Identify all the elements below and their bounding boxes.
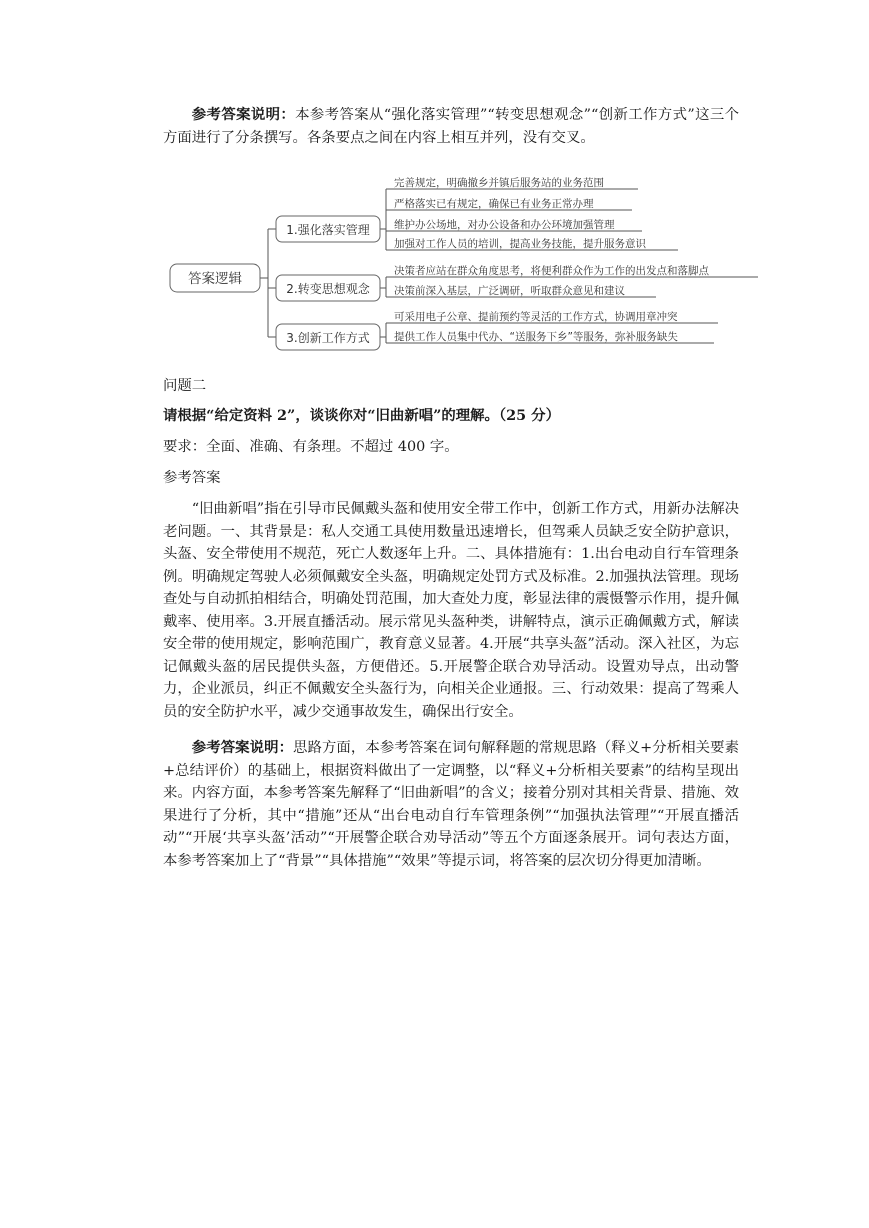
mindmap-leaf: 严格落实已有规定，确保已有业务正常办理 xyxy=(394,198,594,210)
mindmap-leaf: 决策前深入基层，广泛调研，听取群众意见和建议 xyxy=(394,285,625,297)
answer-explanation-label: 参考答案说明： xyxy=(191,739,294,756)
intro-note xyxy=(163,104,739,149)
mindmap-branch-2-label: 2.转变思想观念 xyxy=(286,282,370,296)
mindmap-root-label: 答案逻辑 xyxy=(188,271,242,287)
reference-answer: “旧曲新唱”指在引导市民佩戴头盔和使用安全带工作中，创新工作方式，用新办法解决老问题。一、其背景是：私人交通工具使用数量迅速增长，但驾乘人员缺乏安全防护意识，头盔、安全带使用不规范，死亡人数逐年上升。二、具体措施有：1.出台电动自行车管理条例。明确规定驾驶人必须佩戴安全头盔，明确规定处罚方式及标准。2.加强执法管理。现场查处与自动抓拍相结合，明确处罚范围，加大查处力度，彰显法律的震慑警示作用，提升佩戴率、使用率。3.开展直播活动。展示常见头盔种类，讲解特点，演示正确佩戴方式，解读安全带的使用规定，影响范围广，教育意义显著。4.开展“共享头盔”活动。深入社区，为忘记佩戴头盔的居民提供头盔，方便借还。5.开展警企联合劝导活动。设置劝导点，出动警力，企业派员，纠正不佩戴安全头盔行为，向相关企业通报。三、行动效果：提高了驾乘人员的安全防护水平，减少交通事故发生，确保出行安全。 xyxy=(163,501,739,720)
answer-explanation xyxy=(163,737,739,872)
intro-note-label: 参考答案说明： xyxy=(191,106,296,123)
mindmap-branch-3-label: 3.创新工作方式 xyxy=(286,331,370,345)
mindmap-leaf: 决策者应站在群众角度思考，将便利群众作为工作的出发点和落脚点 xyxy=(394,265,709,277)
intro-note-text: 本参考答案从“强化落实管理”“转变思想观念”“创新工作方式”这三个方面进行了分条撰写。各条要点之间在内容上相互并列，没有交叉。 xyxy=(163,107,739,146)
mindmap-branch-1-label: 1.强化落实管理 xyxy=(286,223,370,237)
mindmap-leaf: 维护办公场地，对办公设备和办公环境加强管理 xyxy=(394,219,615,231)
mindmap-leaf: 可采用电子公章、提前预约等灵活的工作方式，协调用章冲突 xyxy=(394,311,678,323)
mindmap-leaf: 提供工作人员集中代办、“送服务下乡”等服务，弥补服务缺失 xyxy=(394,331,678,343)
mindmap-leaf: 加强对工作人员的培训，提高业务技能，提升服务意识 xyxy=(394,238,646,250)
mindmap-leaf: 完善规定，明确撤乡并镇后服务站的业务范围 xyxy=(394,177,604,189)
answer-requirement: 要求：全面、准确、有条理。不超过 400 字。 xyxy=(163,439,459,455)
answer-heading: 参考答案 xyxy=(163,470,221,486)
question-prompt: 请根据“给定资料 2”，谈谈你对“旧曲新唱”的理解。（25 分） xyxy=(163,407,560,424)
question-heading: 问题二 xyxy=(163,378,207,394)
answer-logic-mindmap xyxy=(168,172,760,352)
answer-explanation-text: 思路方面，本参考答案在词句解释题的常规思路（释义+分析相关要素+总结评价）的基础上，根据资料做出了一定调整，以“释义+分析相关要素”的结构呈现出来。内容方面，本参考答案先解释了“旧曲新唱”的含义；接着分别对其相关背景、措施、效果进行了分析，其中“措施”还从“出台电动自行车管理条例”“加强执法管理”“开展直播活动”“开展‘共享头盔’活动”“开展警企联合劝导活动”等五个方面逐条展开。词句表达方面，本参考答案加上了“背景”“具体措施”“效果”等提示词，将答案的层次切分得更加清晰。 xyxy=(163,740,739,869)
